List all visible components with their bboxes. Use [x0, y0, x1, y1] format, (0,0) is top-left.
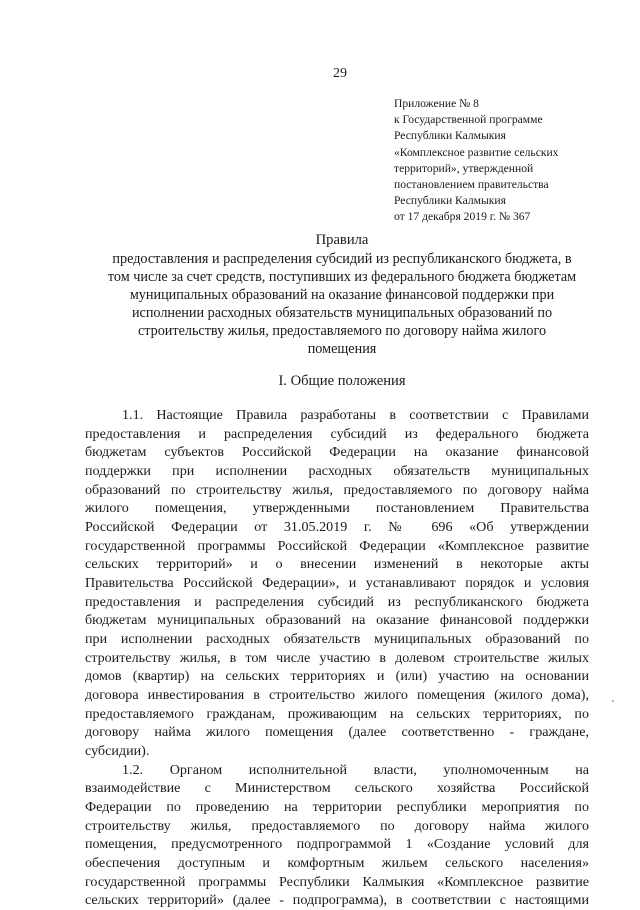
appendix-line: Приложение № 8 [394, 97, 479, 110]
body-line: государственной программы Республики Калмыкия «Комплексное развитие [85, 873, 589, 890]
page-number: 29 [333, 66, 347, 81]
appendix-line: постановлением правительства [394, 178, 549, 192]
body-text [85, 406, 589, 910]
body-line: договора инвестирования в строительство жилого помещения (жилого дома), [85, 687, 589, 704]
body-line: поддержки при исполнении расходных обязательств муниципальных [85, 463, 589, 480]
body-line: при исполнении расходных обязательств муниципальных образований по [85, 631, 589, 648]
body-line: 1.1. Настоящие Правила разработаны в соответствии с Правилами [122, 407, 589, 423]
subtitle-line: том числе за счет средств, поступивших из федерального бюджета бюджетам [107, 268, 577, 285]
document-subtitle [84, 251, 600, 358]
body-line: Российской Федерации от 31.05.2019 г. № 696 «Об утверждении [85, 519, 589, 536]
body-line: предоставляемого гражданам, проживающим на сельских территориях, по [85, 705, 589, 722]
body-line: строительству жилья, предоставляемого по договору найма жилого [85, 817, 589, 834]
body-line: государственной программы Российской Федерации «Комплексное развитие [85, 537, 589, 554]
subtitle-line: исполнении расходных обязательств муниципальных образований по [131, 304, 553, 321]
section-heading: I. Общие положения [278, 373, 406, 389]
body-line: бюджетам муниципальных образований на оказание финансовой поддержки [85, 612, 589, 629]
appendix-line: Республики Калмыкия [394, 129, 506, 143]
subtitle-line: строительству жилья, предоставляемого по договору найма жилого [137, 322, 547, 339]
document-title: Правила [315, 232, 369, 248]
body-line: сельских территорий» (далее - подпрограмма), в соответствии с настоящими [85, 892, 589, 909]
body-line: 1.2. Органом исполнительной власти, уполномоченным на [122, 761, 589, 778]
body-line: субсидии). [85, 743, 150, 760]
body-line: договору найма жилого помещения (далее соответственно - граждане, [85, 724, 589, 741]
appendix-line: к Государственной программе [394, 113, 543, 127]
appendix-line: территорий», утвержденной [394, 161, 534, 175]
body-line: Правительства Российской Федерации», и устанавливают порядок и условия [85, 575, 589, 592]
body-line: помещения, предусмотренного подпрограммой 1 «Создание условий для [85, 836, 589, 853]
scan-speck [612, 700, 614, 702]
body-line: бюджетам субъектов Российской Федерации на оказание финансовой [85, 444, 589, 461]
body-line: сельских территорий» и о внесении изменений в некоторые акты [85, 556, 589, 573]
body-line: жилого помещения, утвержденными постановлением Правительства [85, 500, 589, 517]
body-line: предоставления и распределения субсидий из федерального бюджета [85, 425, 589, 442]
appendix-note [394, 96, 624, 226]
body-line: Федерации по проведению на территории республики мероприятия по [85, 799, 589, 816]
appendix-line: «Комплексное развитие сельских [394, 145, 559, 159]
appendix-line: от 17 декабря 2019 г. № 367 [394, 210, 531, 224]
body-line: взаимодействие с Министерством сельского хозяйства Российской [85, 780, 589, 797]
body-line: строительству жилья, в том числе участию в долевом строительстве жилых [85, 649, 589, 666]
body-line: предоставления и распределения субсидий из республиканского бюджета [85, 593, 589, 610]
subtitle-line: муниципальных образований на оказание финансовой поддержки при [129, 286, 555, 303]
body-line: домов (квартир) на сельских территориях и (или) участию на основании [85, 668, 589, 685]
subtitle-line: помещения [307, 340, 377, 357]
body-line: образований по строительству жилья, предоставляемого по договору найма [85, 481, 589, 498]
subtitle-line: предоставления и распределения субсидий из республиканского бюджета, в [112, 251, 572, 267]
appendix-line: Республики Калмыкия [394, 194, 506, 208]
body-line: обеспечения доступным и комфортным жильем сельского населения» [85, 855, 589, 872]
